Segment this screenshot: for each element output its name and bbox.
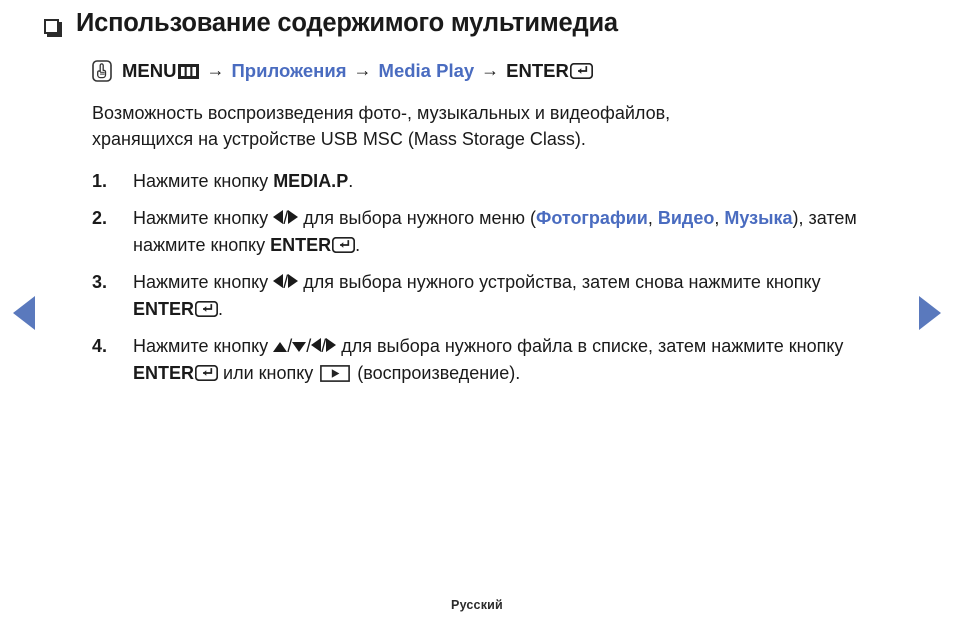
intro-line-2: хранящихся на устройстве USB MSC (Mass Storage Class). <box>92 129 586 149</box>
plain-text: Нажмите кнопку <box>133 336 274 356</box>
path-segment-applications[interactable]: Приложения <box>231 59 347 81</box>
next-page-arrow-icon[interactable] <box>919 296 941 330</box>
arrow-up-icon <box>273 342 287 352</box>
arrow-right-icon <box>288 210 298 224</box>
arrow-left-icon <box>273 274 283 288</box>
plain-text: или кнопку <box>218 363 319 383</box>
plain-text: / <box>321 336 327 356</box>
play-button-icon <box>320 365 350 382</box>
enter-key-icon <box>195 301 218 317</box>
square-bullet-icon <box>44 19 59 34</box>
plain-text: , <box>714 208 725 228</box>
plain-text: . <box>218 299 224 319</box>
arrow-down-icon <box>292 342 306 352</box>
path-arrow-3: → <box>481 60 500 80</box>
instruction-steps <box>92 168 892 387</box>
step-text <box>133 168 873 195</box>
step-text <box>133 205 873 259</box>
path-segment-menu: MENU <box>122 59 177 81</box>
intro-line-1: Возможность воспроизведения фото-, музыкальных и видеофайлов, <box>92 103 671 123</box>
step-text <box>133 269 873 323</box>
menu-bars-icon <box>178 64 199 79</box>
path-arrow-2: → <box>353 60 372 80</box>
instruction-step <box>92 205 892 259</box>
plain-text: ), затем нажмите кнопку <box>133 208 857 255</box>
page-title: Использование содержимого мультимедиа <box>76 9 618 37</box>
plain-text: / <box>283 272 289 292</box>
plain-text: для выбора нужного файла в списке, затем нажмите кнопку <box>336 336 844 356</box>
path-arrow-1: → <box>206 60 225 80</box>
plain-text: (воспроизведение). <box>352 363 521 383</box>
path-segment-enter: ENTER <box>506 59 569 81</box>
arrow-left-icon <box>273 210 283 224</box>
path-segment-media-play[interactable]: Media Play <box>378 59 475 81</box>
plain-text: для выбора нужного меню ( <box>298 208 536 228</box>
plain-text: / <box>287 336 293 356</box>
step-text <box>133 333 873 387</box>
page-heading <box>44 8 618 40</box>
prev-page-arrow-icon[interactable] <box>13 296 35 330</box>
enter-key-icon <box>195 365 218 381</box>
enter-key-icon <box>332 237 355 253</box>
footer-language-label: Русский <box>451 598 503 612</box>
emphasis-text: ENTER <box>133 363 195 383</box>
emphasis-text: MEDIA.P <box>273 171 349 191</box>
arrow-left-icon <box>311 338 321 352</box>
arrow-right-icon <box>326 338 336 352</box>
plain-text: Нажмите кнопку <box>133 272 274 292</box>
menu-name-link[interactable]: Музыка <box>724 208 793 228</box>
instruction-step <box>92 269 892 323</box>
plain-text: , <box>647 208 658 228</box>
plain-text: / <box>306 336 312 356</box>
plain-text: Нажмите кнопку <box>133 171 274 191</box>
emphasis-text: ENTER <box>270 235 332 255</box>
enter-key-icon <box>570 63 593 79</box>
arrow-right-icon <box>288 274 298 288</box>
menu-name-link[interactable]: Фотографии <box>535 208 648 228</box>
step-number: 2. <box>92 208 108 228</box>
plain-text: Нажмите кнопку <box>133 208 274 228</box>
step-number: 3. <box>92 272 108 292</box>
step-number: 4. <box>92 336 108 356</box>
intro-paragraph <box>92 100 822 152</box>
emphasis-text: ENTER <box>133 299 195 319</box>
content-column <box>92 60 892 397</box>
menu-name-link[interactable]: Видео <box>657 208 715 228</box>
plain-text: для выбора нужного устройства, затем снова нажмите кнопку <box>298 272 821 292</box>
plain-text: . <box>355 235 361 255</box>
remote-menu-hand-icon <box>92 60 112 82</box>
instruction-step <box>92 168 892 195</box>
instruction-step <box>92 333 892 387</box>
plain-text: / <box>283 208 289 228</box>
menu-path-line <box>92 60 892 82</box>
step-number: 1. <box>92 171 108 191</box>
plain-text: . <box>348 171 354 191</box>
